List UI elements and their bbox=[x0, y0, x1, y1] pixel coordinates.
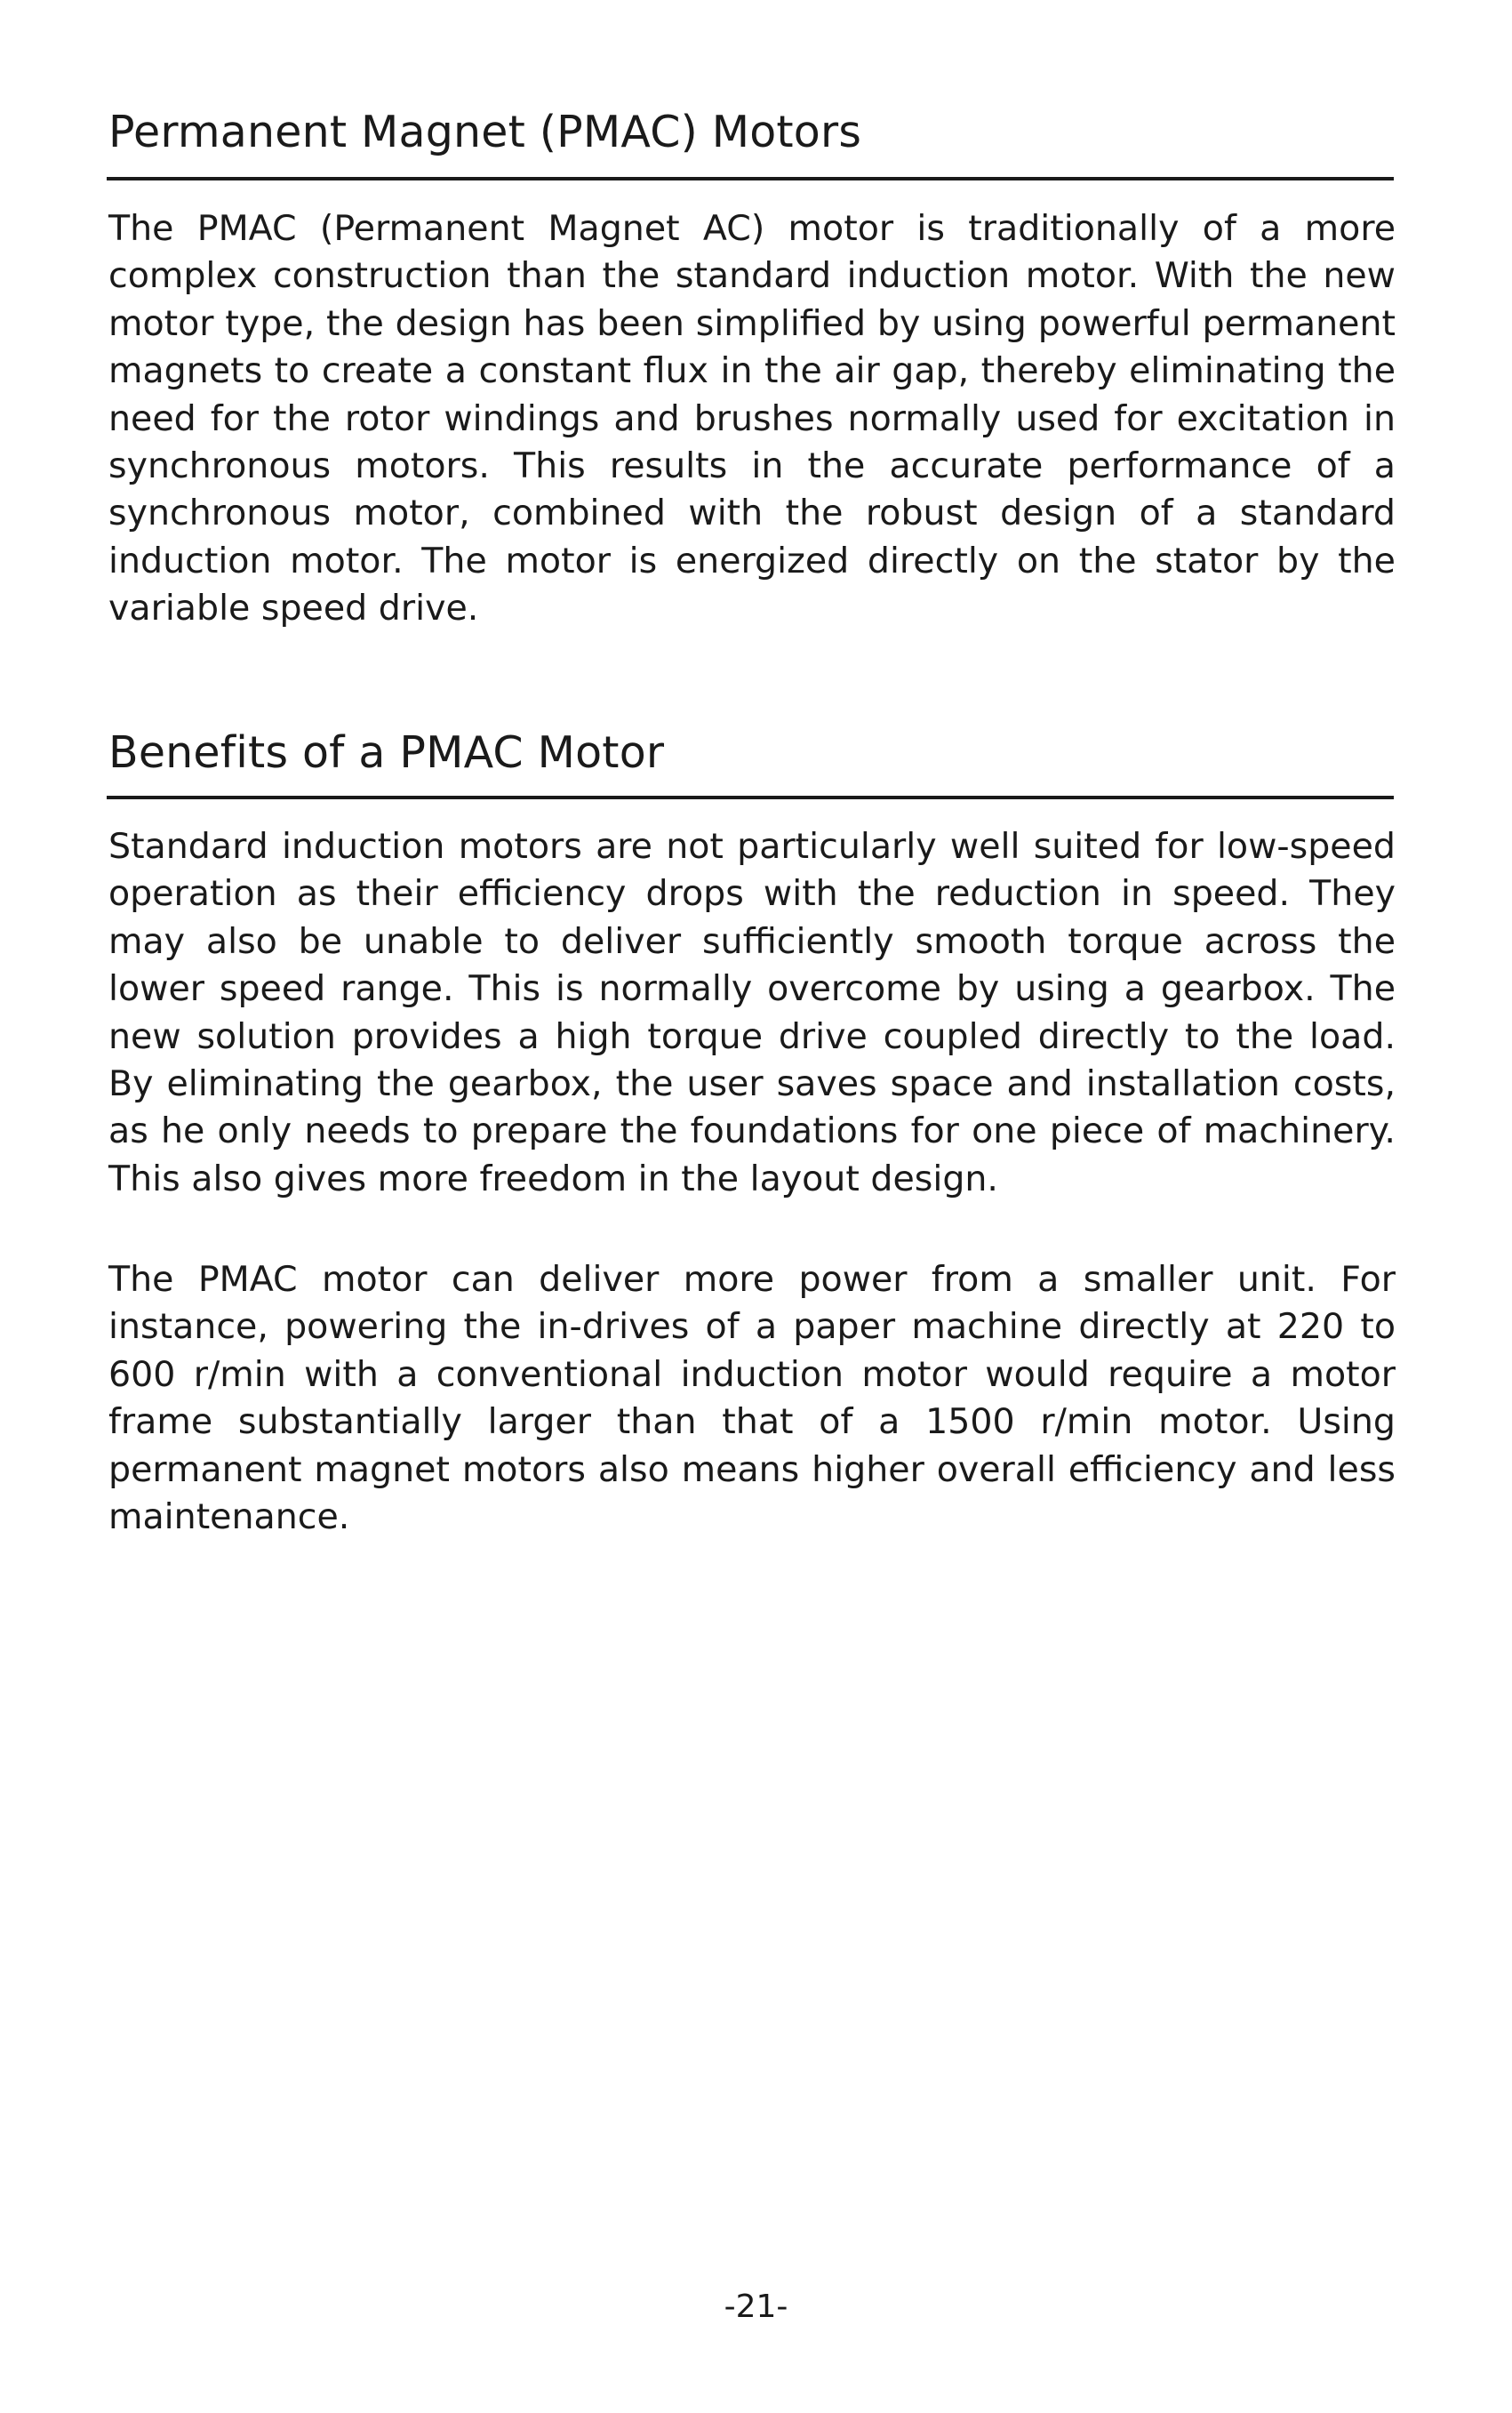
paragraph-benefits-power: The PMAC motor can deliver more power from a smaller unit. For instance, powering the in-drives of a paper machine directly at 220 to 600 r/min with a conventional induction motor would require a motor frame substantially larger than that of a 1500 r/min motor. Using permanent magnet motors also means higher overall efficiency and less maintenance. bbox=[108, 1259, 1396, 1538]
paragraph-benefits-gearbox: Standard induction motors are not particularly well suited for low-speed operation as their efficiency drops with the reduction in speed. They may also be unable to deliver sufficiently smooth torque across the lower speed range. This is normally overcome by using a gearbox. The new solution provides a high torque drive coupled directly to the load. By eliminating the gearbox, the user saves space and installation costs, as he only needs to prepare the foundations for one piece of machinery. This also gives more freedom in the layout design. bbox=[108, 826, 1396, 1199]
page-number: -21- bbox=[724, 2289, 788, 2325]
section-title-benefits: Benefits of a PMAC Motor bbox=[108, 727, 665, 778]
section-divider bbox=[107, 796, 1394, 799]
paragraph-pmac-intro: The PMAC (Permanent Magnet AC) motor is traditionally of a more complex construction than the standard induction motor. With the new motor type, the design has been simplified by using powerful permanent magnets to create a constant flux in the air gap, thereby eliminating the need for the rotor windings and brushes normally used for excitation in synchronous motors. This results in the accurate performance of a synchronous motor, combined with the robust design of a standard induction motor. The motor is energized directly on the stator by the variable speed drive. bbox=[108, 208, 1396, 629]
section-divider bbox=[107, 177, 1394, 180]
section-title-pmac-motors: Permanent Magnet (PMAC) Motors bbox=[108, 107, 862, 157]
